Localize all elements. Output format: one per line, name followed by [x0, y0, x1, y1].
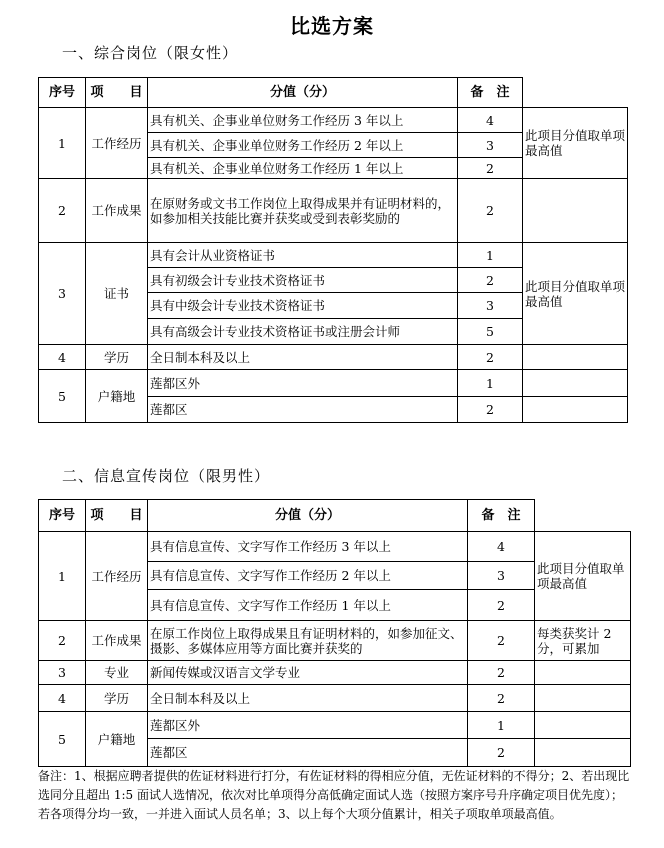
table-row	[39, 621, 631, 661]
row-remark	[535, 739, 631, 767]
row-seq: 1	[39, 532, 86, 621]
row-seq: 5	[39, 370, 86, 423]
row-remark	[535, 661, 631, 685]
row-score: 1	[468, 712, 535, 739]
row-item-text: 具有信息宣传、文字写作工作经历 2 年以上	[148, 562, 468, 590]
header-remark: 备 注	[468, 500, 535, 532]
row-score: 2	[458, 179, 523, 243]
row-score: 4	[458, 108, 523, 133]
row-remark	[535, 712, 631, 739]
row-remark: 此项目分值取单项最高值	[523, 243, 628, 345]
section1-heading: 一、综合岗位（限女性）	[62, 44, 239, 62]
row-score: 2	[468, 590, 535, 621]
table-row	[39, 685, 631, 712]
row-item-text: 全日制本科及以上	[148, 345, 458, 370]
row-seq: 5	[39, 712, 86, 767]
row-category: 工作经历	[86, 108, 148, 179]
table-row	[39, 661, 631, 685]
row-item-text: 具有中级会计专业技术资格证书	[148, 293, 458, 319]
header-seq: 序号	[39, 500, 86, 532]
table-row	[39, 179, 628, 243]
row-item-text: 莲都区外	[148, 712, 468, 739]
row-item-text: 具有信息宣传、文字写作工作经历 3 年以上	[148, 532, 468, 562]
page-title: 比选方案	[290, 14, 374, 38]
row-item-text: 具有机关、企事业单位财务工作经历 2 年以上	[148, 133, 458, 158]
row-remark: 此项目分值取单项最高值	[523, 108, 628, 179]
section2-table	[38, 499, 631, 767]
table-row	[39, 370, 628, 397]
row-seq: 1	[39, 108, 86, 179]
footnote: 备注：1、根据应聘者提供的佐证材料进行打分，有佐证材料的得相应分值，无佐证材料的不得分；2、若出现比选同分且超出 1:5 面试人选情况，依次对比单项得分高低确定面试人选（按照方案序号升序确定项目优先度）；若各项得分均一致，一并进入面试人员名单；3、以上每个大项分值累计，相关子项取单项最高值。	[38, 769, 630, 821]
row-item-text: 具有信息宣传、文字写作工作经历 1 年以上	[148, 590, 468, 621]
row-category: 学历	[86, 685, 148, 712]
row-score: 2	[468, 685, 535, 712]
row-score: 3	[458, 293, 523, 319]
row-item-text: 具有机关、企事业单位财务工作经历 1 年以上	[148, 158, 458, 179]
table-row	[39, 108, 628, 133]
row-item-text: 具有高级会计专业技术资格证书或注册会计师	[148, 319, 458, 345]
section1-table	[38, 77, 628, 423]
row-item-text: 莲都区	[148, 397, 458, 423]
row-item-text: 莲都区外	[148, 370, 458, 397]
row-score: 1	[458, 370, 523, 397]
row-item-text: 新闻传媒或汉语言文学专业	[148, 661, 468, 685]
row-score: 5	[458, 319, 523, 345]
table-row	[39, 532, 631, 562]
row-score: 2	[468, 739, 535, 767]
row-seq: 4	[39, 685, 86, 712]
row-score: 2	[468, 661, 535, 685]
row-category: 证书	[86, 243, 148, 345]
section2-heading: 二、信息宣传岗位（限男性）	[62, 467, 271, 485]
row-item-text: 具有机关、企事业单位财务工作经历 3 年以上	[148, 108, 458, 133]
row-score: 4	[468, 532, 535, 562]
row-item-text: 全日制本科及以上	[148, 685, 468, 712]
header-score: 分值（分）	[148, 78, 458, 108]
header-item: 项 目	[86, 500, 148, 532]
header-item: 项 目	[86, 78, 148, 108]
header-seq: 序号	[39, 78, 86, 108]
row-item-text: 莲都区	[148, 739, 468, 767]
row-remark	[535, 685, 631, 712]
row-remark: 此项目分值取单项最高值	[535, 532, 631, 621]
row-score: 1	[458, 243, 523, 268]
row-seq: 2	[39, 179, 86, 243]
row-category: 专业	[86, 661, 148, 685]
row-category: 工作成果	[86, 621, 148, 661]
row-score: 2	[458, 268, 523, 293]
row-remark	[523, 397, 628, 423]
row-item-text: 在原财务或文书工作岗位上取得成果并有证明材料的，如参加相关技能比赛并获奖或受到表彰奖励的	[148, 179, 458, 243]
row-remark: 每类获奖计 2 分，可累加	[535, 621, 631, 661]
row-remark	[523, 345, 628, 370]
row-score: 3	[458, 133, 523, 158]
row-remark	[523, 370, 628, 397]
row-score: 3	[468, 562, 535, 590]
row-score: 2	[458, 345, 523, 370]
row-score: 2	[458, 158, 523, 179]
row-seq: 3	[39, 661, 86, 685]
row-seq: 2	[39, 621, 86, 661]
row-item-text: 具有初级会计专业技术资格证书	[148, 268, 458, 293]
row-category: 户籍地	[86, 370, 148, 423]
row-seq: 3	[39, 243, 86, 345]
row-item-text: 具有会计从业资格证书	[148, 243, 458, 268]
row-category: 学历	[86, 345, 148, 370]
row-seq: 4	[39, 345, 86, 370]
row-category: 工作成果	[86, 179, 148, 243]
table-row	[39, 243, 628, 268]
table-row	[39, 712, 631, 739]
header-remark: 备 注	[458, 78, 523, 108]
header-score: 分值（分）	[148, 500, 468, 532]
row-category: 户籍地	[86, 712, 148, 767]
row-item-text: 在原工作岗位上取得成果且有证明材料的，如参加征文、摄影、多媒体应用等方面比赛并获奖的	[148, 621, 468, 661]
row-category: 工作经历	[86, 532, 148, 621]
row-score: 2	[458, 397, 523, 423]
table-row	[39, 345, 628, 370]
row-score: 2	[468, 621, 535, 661]
row-remark	[523, 179, 628, 243]
